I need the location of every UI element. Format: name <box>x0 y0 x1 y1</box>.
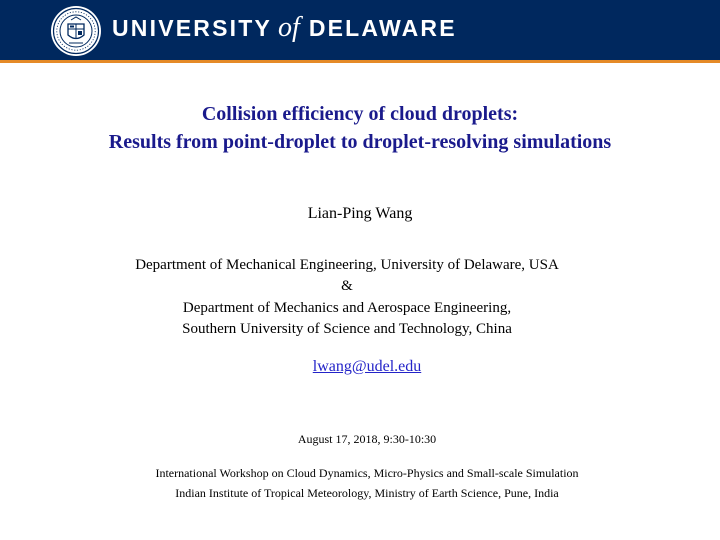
header-banner <box>0 0 720 60</box>
event-name: International Workshop on Cloud Dynamics, Micro-Physics and Small-scale Simulation <box>155 466 579 480</box>
slide-title-line-1: Collision efficiency of cloud droplets: <box>201 103 519 125</box>
university-seal-icon <box>50 5 102 57</box>
affiliation-connector: & <box>341 278 353 294</box>
wordmark-delaware: DELAWARE <box>308 15 457 41</box>
affiliation-first: Department of Mechanical Engineering, University of Delaware, USA <box>135 257 559 273</box>
author-name: Lian-Ping Wang <box>307 205 413 222</box>
header-accent-stripe <box>0 60 720 63</box>
university-wordmark <box>112 12 457 48</box>
wordmark-of: of <box>278 12 300 43</box>
event-venue: Indian Institute of Tropical Meteorology, Ministry of Earth Science, Pune, India <box>175 486 559 500</box>
talk-date: August 17, 2018, 9:30-10:30 <box>297 432 437 446</box>
affiliation-second-line-2: Southern University of Science and Technology, China <box>182 321 512 337</box>
email-link[interactable]: lwang@udel.edu <box>312 358 422 375</box>
slide-title-line-2: Results from point-droplet to droplet-resolving simulations <box>108 131 612 153</box>
wordmark-university: UNIVERSITY <box>112 15 273 41</box>
affiliation-second-line-1: Department of Mechanics and Aerospace Engineering, <box>182 300 512 316</box>
